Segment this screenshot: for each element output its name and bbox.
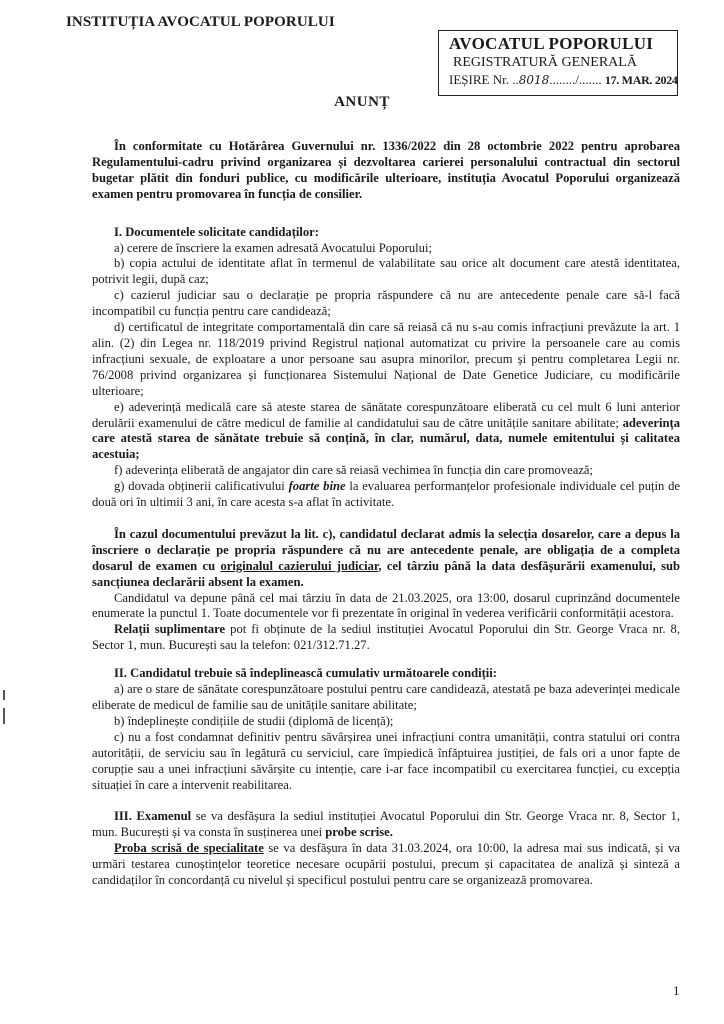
document-body (92, 139, 680, 889)
item-e-emphasis: adeverința care atestă starea de sănătate trebuie să conțină, în clar, numărul, data, numele emitentului și calitatea acestuia; (92, 415, 680, 462)
section-1-item-g (92, 479, 680, 511)
stamp-subtitle: REGISTRATURĂ GENERALĂ (453, 55, 637, 70)
criminal-record-note (92, 527, 680, 591)
contact-lead: Relații suplimentare (114, 622, 226, 637)
scan-margin-mark (3, 690, 5, 700)
registry-stamp (438, 30, 678, 96)
section-1-item-e (92, 400, 680, 464)
stamp-date: 17. MAR. 2024 (604, 73, 678, 87)
institution-header: INSTITUȚIA AVOCATUL POPORULUI (66, 14, 335, 30)
note-underlined: originalul cazierului judiciar (220, 558, 379, 573)
note-text-pre: În cazul documentului prevăzut la lit. c), candidatul declarat admis la selecția dosarelor, care a depus la înscriere o declarație pe propria răspundere că nu are antecedente penale, are obligația de a completa dosarul de examen cu (92, 526, 680, 573)
item-g-rating: foarte bine (288, 479, 346, 494)
document-title: ANUNȚ (334, 94, 390, 110)
written-test-paragraph (92, 841, 680, 889)
stamp-title: AVOCATUL POPORULUI (449, 34, 654, 53)
stamp-registration-line: IEȘIRE Nr. ..8018......../....... 17. MAR. 2024 (449, 72, 678, 87)
section-2-item-c: c) nu a fost condamnat definitiv pentru săvârșirea unei infracțiuni contra umanității, contra statului ori contra autorității, de serviciu sau în legătură cu serviciul, care împiedică înfăptuirea justiției, de fals ori a unor fapte de corupție sau a unei infracțiuni săvârșite cu intenție, care i-ar face incompatibil cu exercitarea funcției, cu excepția situației în care a intervenit reabilitarea. (92, 729, 680, 792)
page-number: 1 (673, 983, 680, 998)
stamp-handwritten-number: 8018 (518, 73, 550, 87)
item-g-text-post: la evaluarea performanțelor profesionale individuale cel puțin de două ori în ultimii 3 ani, în care acesta s-a aflat în activitate. (92, 479, 680, 510)
section-3-paragraph (92, 809, 680, 841)
note-text-post: , cel târziu până la data desfășurării examenului, sub sancțiunea declarării absent la examen. (92, 558, 681, 589)
section-1-item-d: d) certificatul de integritate comportamentală din care să reiasă că nu s-au comis infracțiuni prevăzute la art. 1 alin. (2) din Legea nr. 118/2019 privind Registrul național automatizat cu privire la persoanele care au comis infracțiuni sexuale, de exploatare a unor persoane sau asupra minorilor, precum și pentru completarea Legii nr. 76/2008 privind organizarea și funcționarea Sistemului Național de Date Genetice Judiciare, cu modificările ulterioare; (92, 320, 680, 398)
contact-text: pot fi obținute de la sediul instituției Avocatul Poporului din Str. George Vraca nr. 8, Sector 1, mun. București sau la telefon: 021/312.71.27. (92, 622, 680, 653)
intro-paragraph: În conformitate cu Hotărârea Guvernului nr. 1336/2022 din 28 octombrie 2022 pentru aprobarea Regulamentului-cadru privind organizarea și dezvoltarea carierei personalului contractual din sectorul bugetar plătit din fonduri publice, cu modificările ulterioare, instituția Avocatul Poporului organizează examen pentru promovarea în funcția de consilier. (92, 139, 680, 201)
section-3-written-tests: probe scrise. (325, 825, 393, 840)
section-1-item-f: f) adeverința eliberată de angajator din care să reiasă vechimea în funcția din care promovează; (114, 463, 593, 478)
written-test-text: se va desfășura în data 31.03.2024, ora 10:00, la adresa mai sus indicată, și va urmări testarea cunoștințelor teoretice necesare ocupării postului, precum și capacitatea de analiză și sinteză a candidaților în concordanță cu nivelul și specificul postului pentru care se organizează promovarea. (92, 841, 680, 888)
scan-margin-mark (3, 708, 5, 724)
item-g-text-pre: g) dovada obținerii calificativului (114, 479, 289, 494)
section-1-item-c: c) cazierul judiciar sau o declarație pe propria răspundere că nu are antecedente penale care să-l facă incompatibil cu funcția pentru care candidează; (92, 288, 680, 319)
contact-paragraph (92, 622, 680, 654)
stamp-label: IEȘIRE Nr. (449, 72, 509, 87)
section-2-item-a: a) are o stare de sănătate corespunzătoare postului pentru care candidează, atestată pe baza adeverinței medicale eliberate de medicul de familie sau de unitățile sanitare abilitate; (92, 682, 680, 712)
section-3-lead: III. Examenul (114, 809, 192, 824)
deadline-paragraph: Candidatul va depune până cel mai târziu în data de 21.03.2025, ora 13:00, dosarul cuprinzând documentele enumerate la punctul 1. Toate documentele vor fi prezentate în original în vederea verificării conformității acestora. (92, 590, 680, 621)
section-1-heading: I. Documentele solicitate candidaților: (114, 224, 319, 239)
section-1-item-a: a) cerere de înscriere la examen adresată Avocatului Poporului; (114, 240, 432, 255)
section-2-heading: II. Candidatul trebuie să îndeplinească cumulativ următoarele condiții: (114, 666, 497, 681)
section-2-item-b: b) îndeplinește condițiile de studii (diplomă de licență); (114, 713, 394, 728)
section-3-text: se va desfășura la sediul instituției Avocatul Poporului din Str. George Vraca nr. 8, Sector 1, mun. București și va consta în susținerea unei (92, 809, 680, 840)
written-test-lead: Proba scrisă de specialitate (114, 841, 264, 856)
section-1-item-b: b) copia actului de identitate aflat în termenul de valabilitate sau orice alt document care atestă identitatea, potrivit legii, după caz; (92, 256, 680, 287)
item-e-text: e) adeverință medicală care să ateste starea de sănătate corespunzătoare eliberată cu cel mult 6 luni anterior derulării examenului de către medicul de familie al candidatului sau de către unitățile sanitare abilitate; (92, 399, 680, 430)
